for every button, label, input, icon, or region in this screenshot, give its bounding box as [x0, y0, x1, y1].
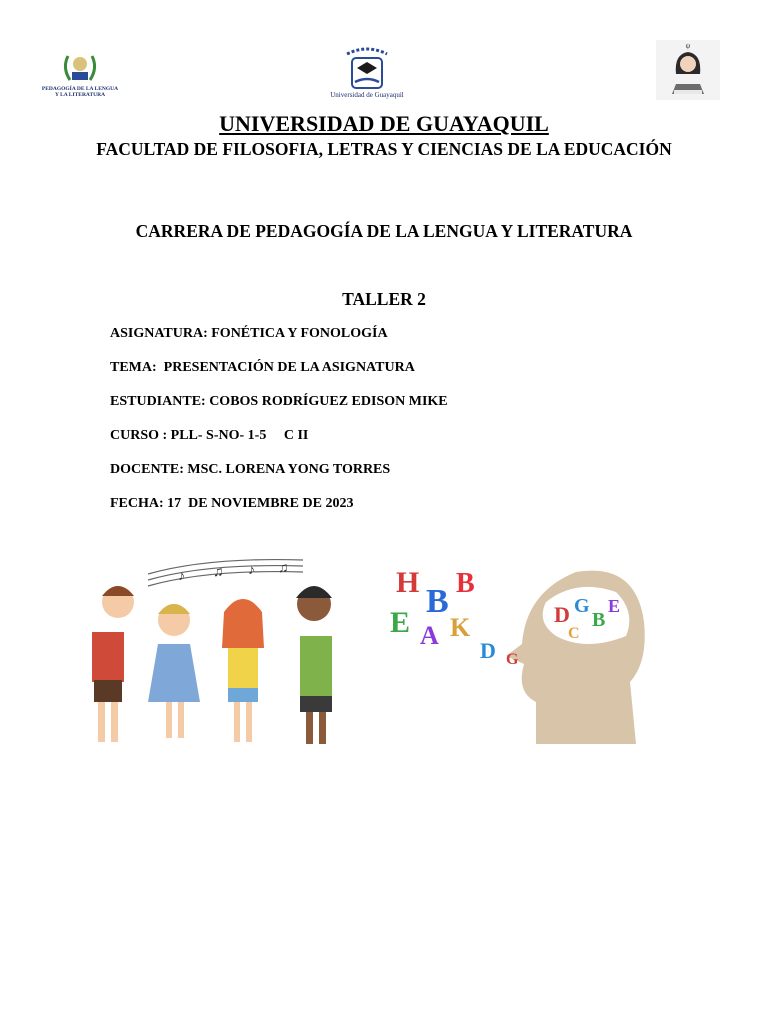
topic-line: TEMA: PRESENTACIÓN DE LA ASIGNATURA	[110, 360, 415, 375]
pedagogy-faculty-logo	[40, 50, 120, 100]
faculty-title: FACULTAD DE FILOSOFIA, LETRAS Y CIENCIAS DE LA EDUCACIÓN	[96, 139, 672, 159]
university-crest-icon	[322, 44, 412, 90]
svg-text:G: G	[574, 595, 590, 617]
svg-text:G: G	[506, 651, 519, 668]
left-logo-caption-2: Y LA LITERATURA	[54, 92, 106, 98]
svg-text:H: H	[396, 566, 420, 599]
date-line: FECHA: 17 DE NOVIEMBRE DE 2023	[110, 496, 354, 511]
svg-text:C: C	[568, 625, 580, 642]
laurel-book-icon	[40, 50, 120, 90]
head-letters-illustration	[386, 552, 646, 744]
student-avatar-logo	[656, 40, 720, 100]
subject-line: ASIGNATURA: FONÉTICA Y FONOLOGÍA	[110, 326, 388, 341]
head-with-letters-icon	[386, 552, 646, 744]
svg-text:B: B	[426, 583, 449, 620]
singing-children-icon	[88, 552, 342, 744]
svg-text:♪: ♪	[178, 569, 185, 584]
svg-text:ψ: ψ	[685, 42, 691, 50]
svg-text:♪: ♪	[248, 563, 255, 578]
workshop-title: TALLER 2	[342, 289, 426, 309]
svg-text:B: B	[592, 609, 606, 631]
university-logo	[322, 44, 412, 102]
svg-text:♫: ♫	[213, 565, 224, 580]
svg-text:D: D	[480, 638, 496, 663]
svg-text:K: K	[450, 613, 471, 642]
course-line: CURSO : PLL- S-NO- 1-5 C II	[110, 428, 309, 443]
teacher-line: DOCENTE: MSC. LORENA YONG TORRES	[110, 462, 391, 477]
svg-text:E: E	[390, 606, 411, 639]
student-line: ESTUDIANTE: COBOS RODRÍGUEZ EDISON MIKE	[110, 394, 448, 409]
svg-text:E: E	[608, 596, 621, 616]
svg-text:D: D	[554, 602, 570, 627]
svg-text:♫: ♫	[278, 561, 289, 576]
reading-girl-icon	[656, 40, 720, 100]
career-title: CARRERA DE PEDAGOGÍA DE LA LENGUA Y LITERATURA	[135, 221, 633, 241]
svg-text:B: B	[456, 568, 475, 599]
singing-children-illustration	[88, 552, 342, 744]
svg-text:A: A	[420, 621, 439, 650]
left-logo-caption-1: PEDAGOGÍA DE LA LENGUA	[41, 86, 119, 92]
university-logo-caption: Universidad de Guayaquil	[330, 91, 404, 99]
university-title: UNIVERSIDAD DE GUAYAQUIL	[219, 111, 549, 136]
